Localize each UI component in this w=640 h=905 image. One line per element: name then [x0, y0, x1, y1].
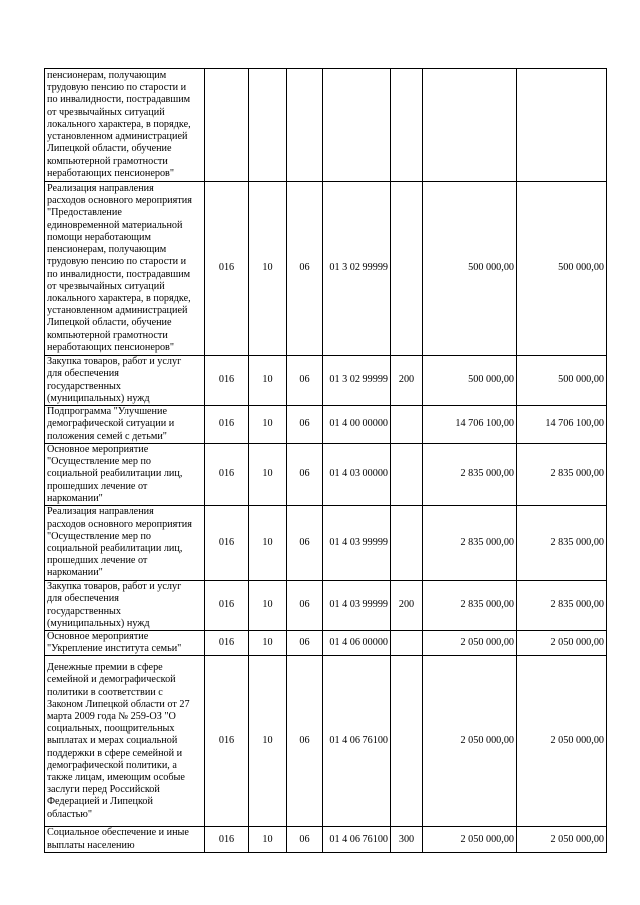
- row-name-cell: Подпрограмма "Улучшение демографической ситуации и положения семей с детьми": [45, 406, 205, 444]
- subsection-code-cell: 06: [287, 444, 323, 506]
- expense-type-cell: [391, 69, 423, 182]
- target-article-cell: 01 4 03 00000: [323, 444, 391, 506]
- expense-type-cell: [391, 406, 423, 444]
- expense-type-cell: 200: [391, 581, 423, 631]
- ministry-code-cell: [205, 69, 249, 182]
- amount-year-1-cell: [423, 69, 517, 182]
- expense-type-cell: [391, 182, 423, 356]
- table-row: [45, 69, 607, 182]
- table-row: [45, 656, 607, 827]
- row-name-cell: Денежные премии в сфере семейной и демографической политики в соответствии с Законом Липецкой области от 27 марта 2009 года № 259-ОЗ "О социальных, поощрительных выплатах и мерах социальной поддержки в сфере семейной и демографической политики, а также лицам, имеющим особые заслуги перед Российской Федерацией и Липецкой областью": [45, 656, 205, 827]
- amount-year-2-cell: 2 835 000,00: [517, 444, 607, 506]
- amount-year-2-cell: 2 050 000,00: [517, 631, 607, 656]
- section-code-cell: 10: [249, 506, 287, 581]
- expense-type-cell: [391, 506, 423, 581]
- row-name-cell: Основное мероприятие "Осуществление мер по социальной реабилитации лиц, прошедших лечение от наркомании": [45, 444, 205, 506]
- amount-year-2-cell: 500 000,00: [517, 182, 607, 356]
- table-row: [45, 506, 607, 581]
- expense-type-cell: [391, 631, 423, 656]
- section-code-cell: 10: [249, 356, 287, 406]
- amount-year-1-cell: 2 050 000,00: [423, 631, 517, 656]
- ministry-code-cell: 016: [205, 356, 249, 406]
- amount-year-1-cell: 500 000,00: [423, 182, 517, 356]
- table-row: [45, 581, 607, 631]
- amount-year-1-cell: 2 835 000,00: [423, 506, 517, 581]
- subsection-code-cell: 06: [287, 656, 323, 827]
- subsection-code-cell: [287, 69, 323, 182]
- section-code-cell: 10: [249, 406, 287, 444]
- table-row: [45, 827, 607, 852]
- target-article-cell: 01 4 06 76100: [323, 827, 391, 852]
- amount-year-1-cell: 2 050 000,00: [423, 656, 517, 827]
- row-name-cell: Закупка товаров, работ и услуг для обеспечения государственных (муниципальных) нужд: [45, 356, 205, 406]
- section-code-cell: 10: [249, 656, 287, 827]
- section-code-cell: 10: [249, 444, 287, 506]
- budget-table: [44, 68, 607, 853]
- amount-year-1-cell: 2 050 000,00: [423, 827, 517, 852]
- row-name-cell: пенсионерам, получающим трудовую пенсию по старости и по инвалидности, пострадавшим от чрезвычайных ситуаций локального характера, в порядке, установленном администрацией Липецкой области, обучение компьютерной грамотности неработающих пенсионеров": [45, 69, 205, 182]
- target-article-cell: 01 4 06 00000: [323, 631, 391, 656]
- ministry-code-cell: 016: [205, 182, 249, 356]
- amount-year-2-cell: [517, 69, 607, 182]
- subsection-code-cell: 06: [287, 356, 323, 406]
- ministry-code-cell: 016: [205, 656, 249, 827]
- subsection-code-cell: 06: [287, 182, 323, 356]
- ministry-code-cell: 016: [205, 631, 249, 656]
- amount-year-2-cell: 2 050 000,00: [517, 827, 607, 852]
- target-article-cell: 01 4 06 76100: [323, 656, 391, 827]
- amount-year-2-cell: 2 835 000,00: [517, 506, 607, 581]
- amount-year-2-cell: 2 050 000,00: [517, 656, 607, 827]
- table-row: [45, 631, 607, 656]
- subsection-code-cell: 06: [287, 406, 323, 444]
- expense-type-cell: 300: [391, 827, 423, 852]
- amount-year-1-cell: 500 000,00: [423, 356, 517, 406]
- section-code-cell: 10: [249, 631, 287, 656]
- amount-year-1-cell: 14 706 100,00: [423, 406, 517, 444]
- expense-type-cell: [391, 656, 423, 827]
- amount-year-2-cell: 2 835 000,00: [517, 581, 607, 631]
- ministry-code-cell: 016: [205, 506, 249, 581]
- ministry-code-cell: 016: [205, 581, 249, 631]
- section-code-cell: [249, 69, 287, 182]
- ministry-code-cell: 016: [205, 444, 249, 506]
- row-name-cell: Социальное обеспечение и иные выплаты населению: [45, 827, 205, 852]
- table-row: [45, 406, 607, 444]
- ministry-code-cell: 016: [205, 827, 249, 852]
- target-article-cell: [323, 69, 391, 182]
- amount-year-2-cell: 500 000,00: [517, 356, 607, 406]
- section-code-cell: 10: [249, 182, 287, 356]
- target-article-cell: 01 4 03 99999: [323, 581, 391, 631]
- expense-type-cell: [391, 444, 423, 506]
- amount-year-1-cell: 2 835 000,00: [423, 444, 517, 506]
- table-row: [45, 182, 607, 356]
- table-row: [45, 444, 607, 506]
- target-article-cell: 01 3 02 99999: [323, 182, 391, 356]
- amount-year-2-cell: 14 706 100,00: [517, 406, 607, 444]
- table-row: [45, 356, 607, 406]
- row-name-cell: Реализация направления расходов основного мероприятия "Предоставление единовременной материальной помощи неработающим пенсионерам, получающим трудовую пенсию по старости и по инвалидности, пострадавшим от чрезвычайных ситуаций локального характера, в порядке, установленном администрацией Липецкой области, обучение компьютерной грамотности неработающих пенсионеров": [45, 182, 205, 356]
- target-article-cell: 01 4 00 00000: [323, 406, 391, 444]
- ministry-code-cell: 016: [205, 406, 249, 444]
- row-name-cell: Реализация направления расходов основного мероприятия "Осуществление мер по социальной реабилитации лиц, прошедших лечение от наркомании": [45, 506, 205, 581]
- subsection-code-cell: 06: [287, 506, 323, 581]
- subsection-code-cell: 06: [287, 581, 323, 631]
- section-code-cell: 10: [249, 581, 287, 631]
- target-article-cell: 01 4 03 99999: [323, 506, 391, 581]
- target-article-cell: 01 3 02 99999: [323, 356, 391, 406]
- amount-year-1-cell: 2 835 000,00: [423, 581, 517, 631]
- section-code-cell: 10: [249, 827, 287, 852]
- subsection-code-cell: 06: [287, 631, 323, 656]
- expense-type-cell: 200: [391, 356, 423, 406]
- subsection-code-cell: 06: [287, 827, 323, 852]
- row-name-cell: Основное мероприятие "Укрепление института семьи": [45, 631, 205, 656]
- row-name-cell: Закупка товаров, работ и услуг для обеспечения государственных (муниципальных) нужд: [45, 581, 205, 631]
